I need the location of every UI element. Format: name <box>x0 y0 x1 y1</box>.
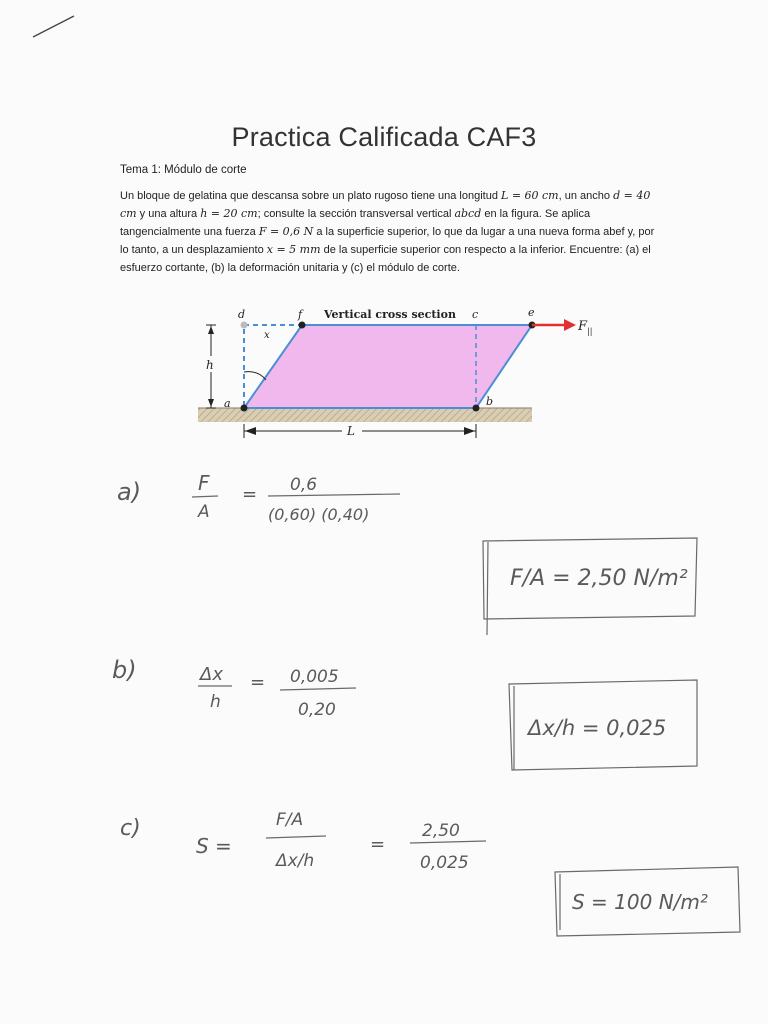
part-c-result: S = 100 N/m² <box>572 890 708 914</box>
part-c-rhs-num: 2,50 <box>422 821 460 841</box>
part-b-rhs-num: 0,005 <box>290 667 339 687</box>
label-e: e <box>528 306 535 319</box>
part-b-result: Δx/h = 0,025 <box>528 716 667 740</box>
page-title: Practica Calificada CAF3 <box>231 122 537 152</box>
label-c: c <box>472 308 479 321</box>
part-c-rhs-den: 0,025 <box>420 853 469 873</box>
part-a-lhs-num: F <box>198 471 210 495</box>
label-d: d <box>238 308 246 321</box>
figure-caption: Vertical cross section <box>324 308 456 321</box>
topic-heading: Tema 1: Módulo de corte <box>120 164 247 176</box>
part-a-rhs-den: (0,60) (0,40) <box>268 505 370 524</box>
part-a-label: a) <box>117 478 142 506</box>
part-b-rhs-den: 0,20 <box>298 700 336 720</box>
part-a-lhs-den: A <box>198 502 210 522</box>
part-b-lhs-den: h <box>210 692 221 712</box>
part-a-result: F/A = 2,50 N/m² <box>510 566 688 591</box>
label-F: F <box>578 319 588 334</box>
part-c-mid-num: F/A <box>276 810 304 830</box>
problem-statement: Un bloque de gelatina que descansa sobre un plato rugoso tiene una longitud L = 60 cm, un ancho d = 40 cm y una altura h = 20 cm; consulte la sección transversal vertical abcd en la figura. Se aplica tangencialmente una fuerza F = 0,6 N a la superficie superior, lo que da lugar a una nueva forma abef y, por lo tanto, a un desplazamiento x = 5 mm de la superficie superior con respecto a la inferior. Encuentre: (a) el esfuerzo cortante, (b) la deformación unitaria y (c) el módulo de corte. <box>120 189 655 274</box>
part-b-label: b) <box>112 656 137 684</box>
part-c-label: c) <box>120 816 141 841</box>
label-L: L <box>347 424 355 438</box>
label-F-sub: || <box>587 327 593 336</box>
label-x: x <box>264 330 270 341</box>
part-c-lhs: S = <box>196 834 232 858</box>
part-b-lhs-num: Δx <box>200 664 223 685</box>
label-f: f <box>298 308 303 321</box>
part-a-rhs-num: 0,6 <box>290 475 318 495</box>
label-a: a <box>224 397 231 410</box>
label-h: h <box>206 358 214 372</box>
svg-text:=: = <box>370 834 386 855</box>
svg-text:=: = <box>250 672 266 693</box>
label-b: b <box>486 395 494 408</box>
svg-text:=: = <box>242 484 258 505</box>
part-c-mid-den: Δx/h <box>276 851 315 871</box>
